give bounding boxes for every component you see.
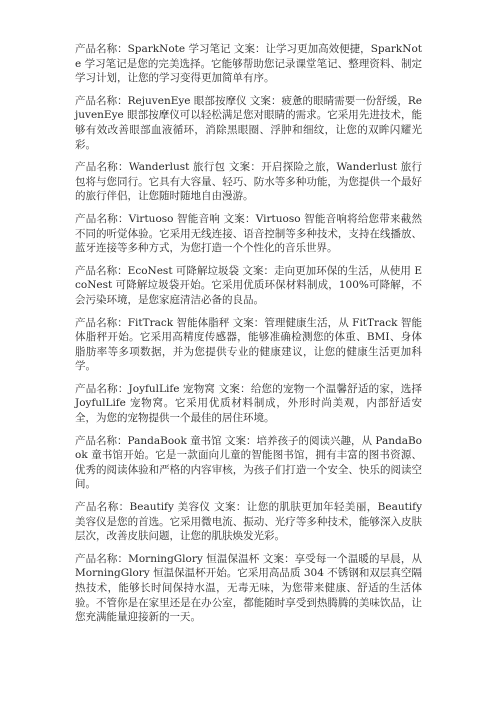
product-entry-joyfullife: 产品名称：JoyfulLife 宠物窝 文案：给您的宠物一个温馨舒适的家，选择 JoyfulLife 宠物窝。它采用优质材料制成，外形时尚美观，内部舒适安全，为您的宠物提供一个最佳的居住环境。 <box>75 382 422 425</box>
product-entry-econest: 产品名称：EcoNest 可降解垃圾袋 文案：走向更加环保的生活，从使用 EcoNest 可降解垃圾袋开始。它采用优质环保材料制成，100%可降解，不会污染环境，是您家庭清洁必备的良品。 <box>75 264 422 306</box>
product-entry-beautify: 产品名称：Beautify 美容仪 文案：让您的肌肤更加年轻美丽，Beautify 美容仪是您的首选。它采用微电流、振动、光疗等多种技术，能够深入皮肤层次，改善皮肤问题，让您的肌肤焕发光彩。 <box>75 501 422 543</box>
product-entry-morningglory: 产品名称：MorningGlory 恒温保温杯 文案：享受每一个温暖的早晨，从 MorningGlory 恒温保温杯开始。它采用高品质 304 不锈钢和双层真空隔热技术，能够长时间保持水温，无毒无味，为您带来健康、舒适的生活体验。不管你是在家里还是在办公室，都能随时享受到热腾腾的美味饮品，让您充满能量迎接新的一天。 <box>75 552 422 624</box>
product-entry-pandabook: 产品名称：PandaBook 童书馆 文案：培养孩子的阅读兴趣，从 PandaBook 童书馆开始。它是一款面向儿童的智能图书馆，拥有丰富的图书资源、优秀的阅读体验和严格的内容审核，为孩子们打造一个安全、快乐的阅读空间。 <box>75 434 422 491</box>
product-entry-virtuoso: 产品名称：Virtuoso 智能音响 文案：Virtuoso 智能音响将给您带来截然不同的听觉体验。它采用无线连接、语音控制等多种技术，支持在线播放、蓝牙连接等多种方式，为您打造一个个性化的音乐世界。 <box>75 212 422 255</box>
product-entry-wanderlust: 产品名称：Wanderlust 旅行包 文案：开启探险之旅，Wanderlust 旅行包将与您同行。它具有大容量、轻巧、防水等多种功能，为您提供一个最好的旅行伴侣，让您随时随地自由漫游。 <box>75 161 422 203</box>
document-body <box>75 42 422 633</box>
product-entry-rejuveneye: 产品名称：RejuvenEye 眼部按摩仪 文案：疲惫的眼睛需要一份舒缓，RejuvenEye 眼部按摩仪可以轻松满足您对眼睛的需求。它采用先进技术，能够有效改善眼部血液循环，消除黑眼圈、浮肿和细纹，让您的双眸闪耀光彩。 <box>75 94 422 151</box>
product-entry-fittrack: 产品名称：FitTrack 智能体脂秤 文案：管理健康生活，从 FitTrack 智能体脂秤开始。它采用高精度传感器，能够准确检测您的体重、BMI、身体脂肪率等多项数据，并为您提供专业的健康建议，让您的健康生活更加科学。 <box>75 316 422 373</box>
product-entry-sparknote: 产品名称：SparkNote 学习笔记 文案：让学习更加高效便捷，SparkNote 学习笔记是您的完美选择。它能够帮助您记录课堂笔记、整理资料、制定学习计划，让您的学习变得更加简单有序。 <box>75 43 422 85</box>
